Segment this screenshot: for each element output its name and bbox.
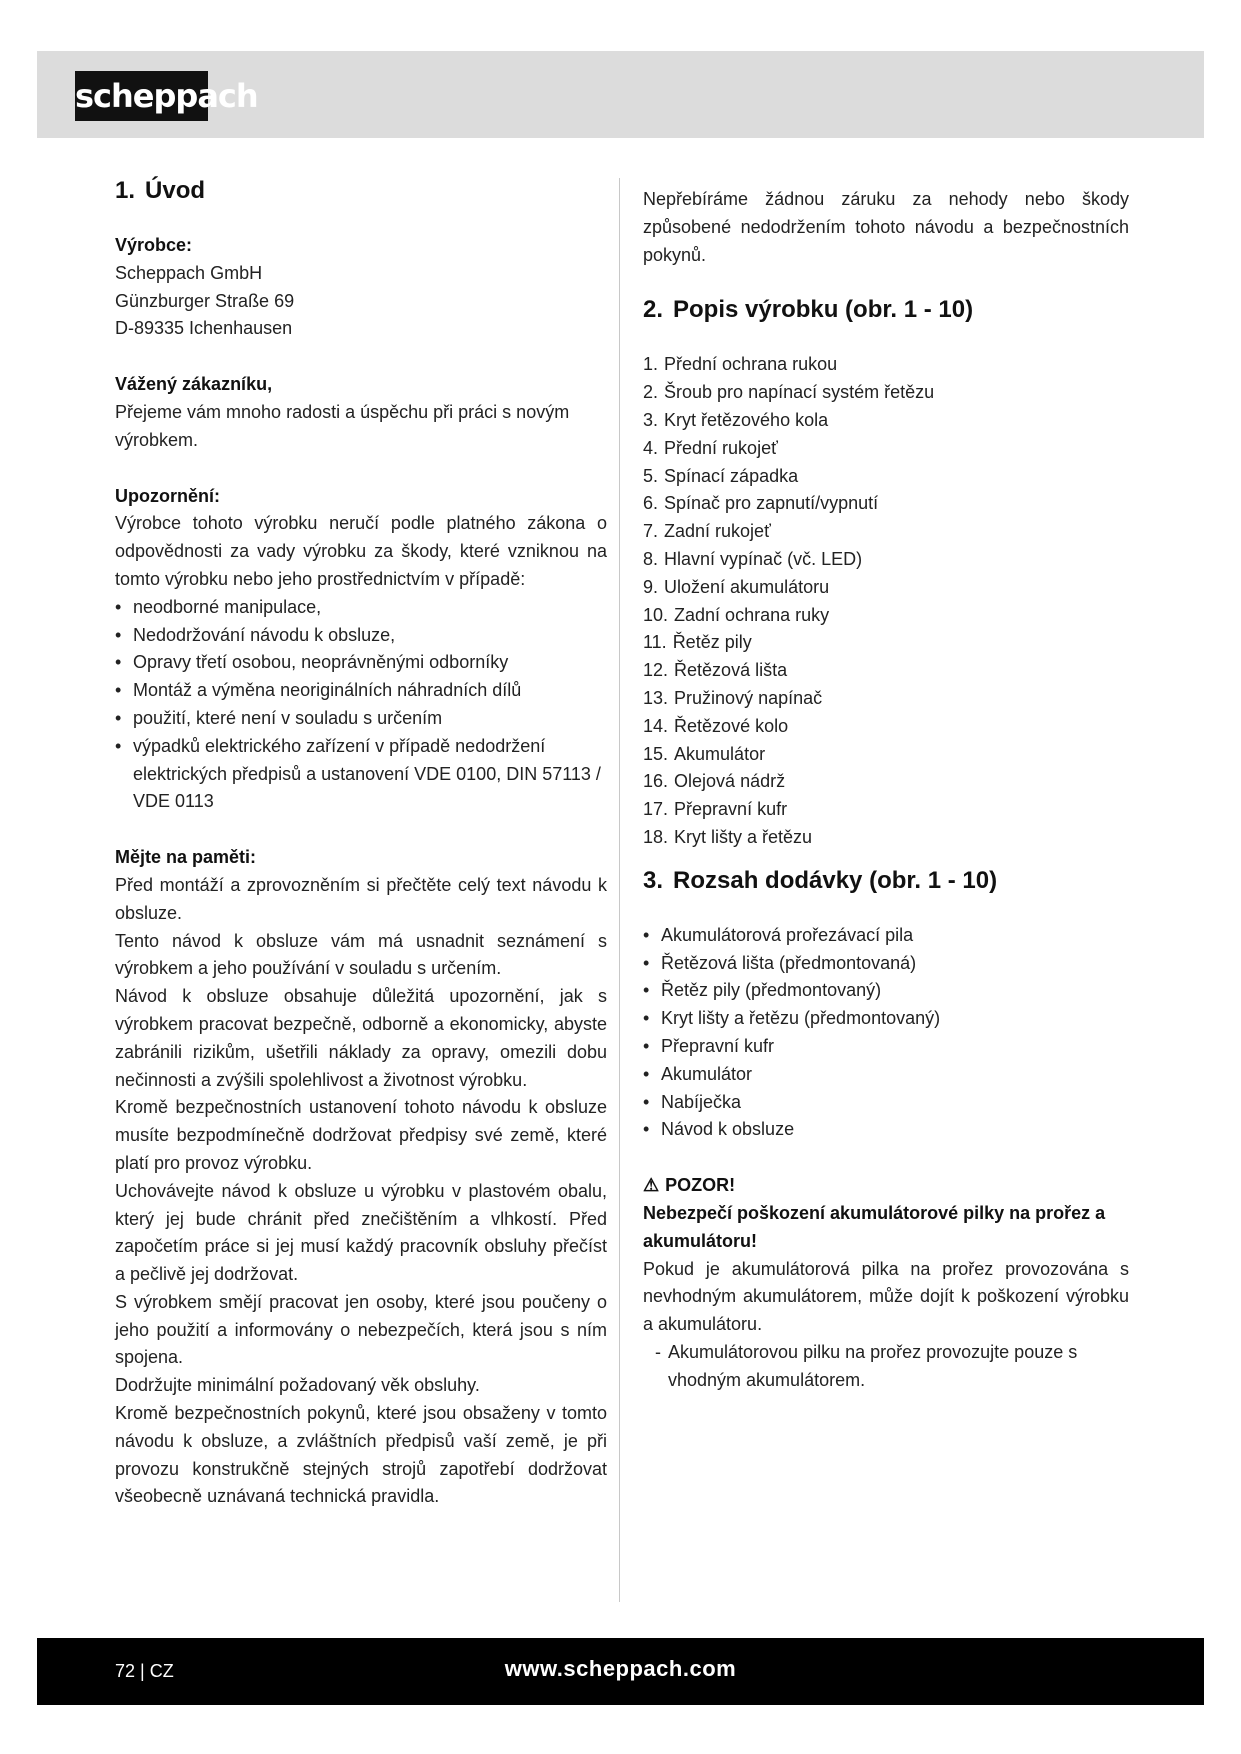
item-number: 4. — [643, 437, 659, 458]
item-text: Hlavní vypínač (vč. LED) — [664, 548, 863, 569]
list-item — [643, 768, 1129, 796]
item-text: Kryt řetězového kola — [664, 409, 829, 430]
section-3-number: 3. — [643, 866, 664, 894]
list-item — [643, 546, 1129, 574]
item-number: 14. — [643, 715, 669, 736]
list-item — [643, 351, 1129, 379]
list-item — [643, 713, 1129, 741]
website-link[interactable]: www.scheppach.com — [504, 1656, 737, 1681]
item-number: 12. — [643, 660, 669, 681]
item-number: 5. — [643, 465, 659, 486]
notice-list — [115, 594, 607, 816]
warning-title — [643, 1172, 1129, 1200]
manufacturer-label: Výrobce: — [115, 235, 193, 255]
remember-label: Mějte na paměti: — [115, 847, 257, 868]
item-number: 11. — [643, 632, 667, 653]
item-text: Zadní rukojeť — [664, 521, 771, 542]
manufacturer-street: Günzburger Straße 69 — [115, 290, 295, 311]
list-item — [643, 379, 1129, 407]
section-3-title: Rozsah dodávky (obr. 1 - 10) — [673, 866, 998, 894]
item-text: Přepravní kufr — [674, 799, 788, 820]
item-number: 7. — [643, 521, 659, 542]
item-number: 10. — [643, 604, 669, 625]
column-divider — [619, 178, 620, 1602]
item-text: Zadní ochrana ruky — [674, 604, 830, 625]
remember-paragraph: Před montáží a zprovozněním si přečtěte celý text návodu k obsluze. — [115, 874, 607, 923]
warranty-disclaimer: Nepřebíráme žádnou záruku za nehody nebo škody způsobené nedodržením tohoto návodu a bezpečnostních pokynů. — [643, 189, 1129, 265]
scheppach-logo: scheppach — [75, 71, 208, 121]
remember-paragraph: Kromě bezpečnostních ustanovení tohoto návodu k obsluze musíte bezpodmínečně dodržovat předpisy své země, které platí pro provoz výrobku. — [115, 1097, 607, 1173]
remember-paragraph: Uchovávejte návod k obsluze u výrobku v plastovém obalu, který jej bude chránit před znečištěním a vlhkostí. Před započetím práce si jej musí každý pracovník obsluhy přečíst a pečlivě jej dodržovat. — [115, 1180, 607, 1285]
warning-text: Pokud je akumulátorová pilka na prořez provozována s nevhodným akumulátorem, může dojít k poškození výrobku a akumulátoru. — [643, 1258, 1129, 1335]
item-number: 8. — [643, 548, 659, 569]
list-item — [643, 407, 1129, 435]
item-number: 3. — [643, 409, 659, 430]
item-text: Spínač pro zapnutí/vypnutí — [664, 493, 879, 514]
list-item: • Montáž a výměna neoriginálních náhradních dílů — [115, 677, 607, 705]
remember-paragraph: Dodržujte minimální požadovaný věk obsluhy. — [115, 1375, 480, 1396]
footer-bar — [37, 1638, 1204, 1705]
list-item — [643, 796, 1129, 824]
item-text: Přední rukojeť — [664, 437, 778, 458]
remember-paragraph: S výrobkem smějí pracovat jen osoby, které jsou poučeny o jeho použití a informovány o nebezpečích, která jsou s ním spojena. — [115, 1291, 607, 1368]
list-item — [643, 602, 1129, 630]
item-text: Řetězové kolo — [674, 715, 789, 736]
parts-list — [643, 351, 1129, 851]
item-text: Řetězová lišta — [674, 660, 788, 681]
remember-paragraph: Návod k obsluze obsahuje důležitá upozornění, jak s výrobkem pracovat bezpečně, odborně a ekonomicky, abyste zabránili rizikům, ušetřili náklady za opravy, omezili dobu nečinnosti a zvýšili spolehlivost a životnost výrobku. — [115, 986, 607, 1090]
dear-customer-text: Přejeme vám mnoho radosti a úspěchu při práci s novým výrobkem. — [115, 401, 570, 450]
notice-text: Výrobce tohoto výrobku neručí podle platného zákona o odpovědnosti za vady výrobku za škody, které vzniknou na tomto výrobku nebo jeho prostřednictvím v případě: — [115, 513, 607, 589]
item-text: Šroub pro napínací systém řetězu — [664, 382, 935, 403]
remember-paragraph: Kromě bezpečnostních pokynů, které jsou obsaženy v tomto návodu k obsluze, a zvláštních předpisů vaší země, je při provozu konstrukčně stejných strojů zapotřebí dodržovat všeobecně uznávaná technická pravidla. — [115, 1403, 607, 1507]
page-number: 72 | CZ — [115, 1661, 174, 1681]
list-item — [643, 490, 1129, 518]
item-text: Olejová nádrž — [674, 771, 786, 792]
list-item — [643, 435, 1129, 463]
list-item: • Opravy třetí osobou, neoprávněnými odborníky — [115, 649, 607, 677]
list-item: • Akumulátor — [643, 1061, 1129, 1089]
section-1-number: 1. — [115, 177, 136, 204]
item-number: 18. — [643, 826, 669, 847]
item-number: 15. — [643, 743, 669, 764]
warning-heading: Nebezpečí poškození akumulátorové pilky na prořez a akumulátoru! — [643, 1202, 1106, 1251]
list-item — [643, 824, 1129, 852]
notice-label: Upozornění: — [115, 485, 220, 506]
section-2-number: 2. — [643, 296, 664, 324]
list-item: • použití, které není v souladu s určením — [115, 705, 607, 733]
list-item — [643, 629, 1129, 657]
list-item: • Akumulátorová prořezávací pila — [643, 922, 1129, 950]
dear-customer-label: Vážený zákazníku, — [115, 374, 273, 395]
list-item: • Přepravní kufr — [643, 1033, 1129, 1061]
item-number: 9. — [643, 576, 659, 597]
list-item — [643, 657, 1129, 685]
list-item: • neodborné manipulace, — [115, 594, 607, 622]
list-item: • Řetězová lišta (předmontovaná) — [643, 950, 1129, 978]
dash-marker: - — [655, 1341, 661, 1362]
list-item — [643, 685, 1129, 713]
manufacturer-city: D-89335 Ichenhausen — [115, 318, 293, 339]
item-text: Pružinový napínač — [674, 687, 823, 708]
list-item — [643, 463, 1129, 491]
list-item: • Nedodržování návodu k obsluze, — [115, 622, 607, 650]
list-item: • Řetěz pily (předmontovaný) — [643, 977, 1129, 1005]
item-text: Řetěz pily — [672, 632, 752, 653]
item-number: 13. — [643, 687, 669, 708]
item-number: 17. — [643, 799, 669, 820]
section-1-title: Úvod — [145, 177, 206, 204]
section-2-title: Popis výrobku (obr. 1 - 10) — [673, 296, 974, 324]
warning-item-text: Akumulátorovou pilku na prořez provozujte pouze s vhodným akumulátorem. — [668, 1341, 1078, 1390]
warning-item — [643, 1339, 1129, 1395]
item-text: Spínací západka — [664, 465, 799, 486]
item-text: Uložení akumulátoru — [664, 576, 830, 597]
list-item: • Návod k obsluze — [643, 1116, 1129, 1144]
item-text: Akumulátor — [674, 743, 766, 764]
item-number: 6. — [643, 493, 659, 514]
section-1-heading — [115, 176, 607, 206]
delivery-list — [643, 922, 1129, 1144]
warning-icon: ⚠ — [643, 1175, 660, 1196]
section-2-heading — [643, 295, 1129, 325]
remember-paragraph: Tento návod k obsluze vám má usnadnit seznámení s výrobkem a jeho používání v souladu s určením. — [115, 930, 607, 979]
list-item: • Nabíječka — [643, 1089, 1129, 1117]
item-number: 2. — [643, 382, 659, 403]
item-text: Přední ochrana rukou — [664, 354, 838, 375]
warning-label: POZOR! — [665, 1175, 736, 1196]
list-item — [643, 741, 1129, 769]
list-item — [643, 518, 1129, 546]
right-column — [643, 186, 1129, 1394]
item-number: 1. — [643, 354, 659, 375]
item-text: Kryt lišty a řetězu — [674, 826, 813, 847]
section-3-heading — [643, 866, 1129, 896]
list-item: • Kryt lišty a řetězu (předmontovaný) — [643, 1005, 1129, 1033]
list-item — [643, 574, 1129, 602]
item-number: 16. — [643, 771, 669, 792]
manufacturer-name: Scheppach GmbH — [115, 262, 263, 283]
list-item: • výpadků elektrického zařízení v případě nedodržení elektrických předpisů a ustanovení VDE 0100, DIN 57113 / VDE 0113 — [115, 733, 607, 816]
left-column — [115, 176, 607, 1511]
